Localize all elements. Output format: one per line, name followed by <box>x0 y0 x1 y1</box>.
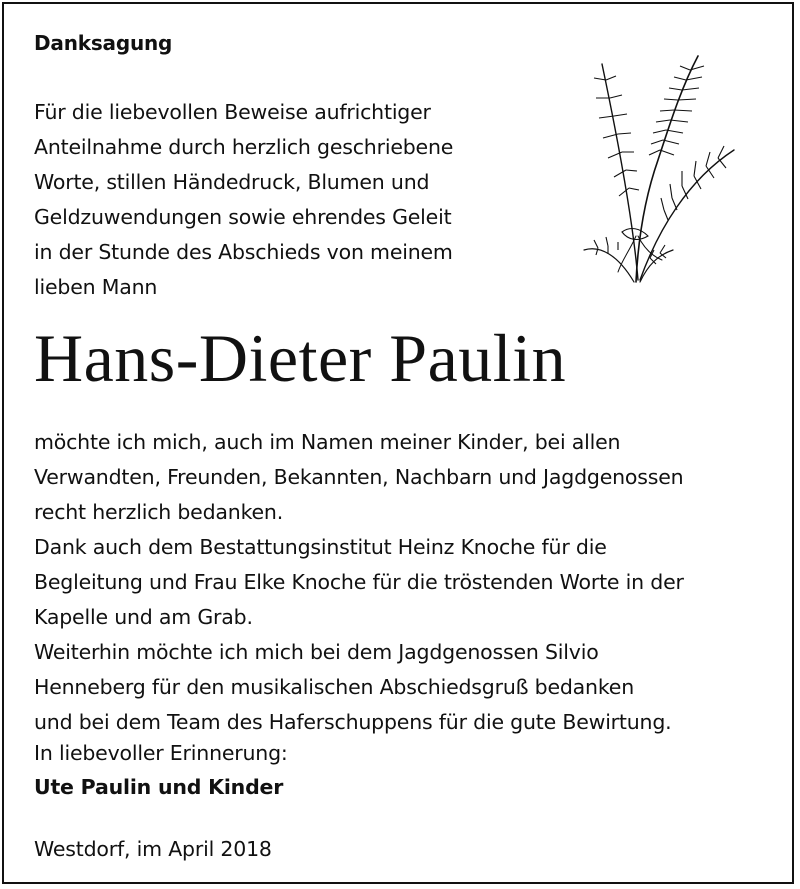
fern-bouquet-icon <box>578 50 738 290</box>
intro-line: Geldzuwendungen sowie ehrendes Geleit <box>34 205 452 229</box>
body-line: Begleitung und Frau Elke Knoche für die tröstenden Worte in der <box>34 570 684 594</box>
intro-line: Worte, stillen Händedruck, Blumen und <box>34 170 430 194</box>
body-line: Kapelle und am Grab. <box>34 605 253 629</box>
intro-line: Für die liebevollen Beweise aufrichtiger <box>34 100 431 124</box>
closing-text: In liebevoller Erinnerung: <box>34 741 288 765</box>
heading: Danksagung <box>34 31 173 55</box>
body-line: und bei dem Team des Haferschuppens für die gute Bewirtung. <box>34 710 672 734</box>
body-line: recht herzlich bedanken. <box>34 500 284 524</box>
intro-line: Anteilnahme durch herzlich geschriebene <box>34 135 454 159</box>
place-date: Westdorf, im April 2018 <box>34 837 272 861</box>
intro-line: in der Stunde des Abschieds von meinem <box>34 240 453 264</box>
body-line: Henneberg für den musikalischen Abschiedsgruß bedanken <box>34 675 634 699</box>
body-line: Verwandten, Freunden, Bekannten, Nachbarn und Jagdgenossen <box>34 465 684 489</box>
intro-line: lieben Mann <box>34 275 158 299</box>
body-text <box>34 425 684 740</box>
signer-name: Ute Paulin und Kinder <box>34 775 284 799</box>
body-line: möchte ich mich, auch im Namen meiner Kinder, bei allen <box>34 430 621 454</box>
deceased-name: Hans-Dieter Paulin <box>34 320 567 396</box>
body-line: Weiterhin möchte ich mich bei dem Jagdgenossen Silvio <box>34 640 599 664</box>
body-line: Dank auch dem Bestattungsinstitut Heinz Knoche für die <box>34 535 607 559</box>
intro-text <box>34 95 453 305</box>
